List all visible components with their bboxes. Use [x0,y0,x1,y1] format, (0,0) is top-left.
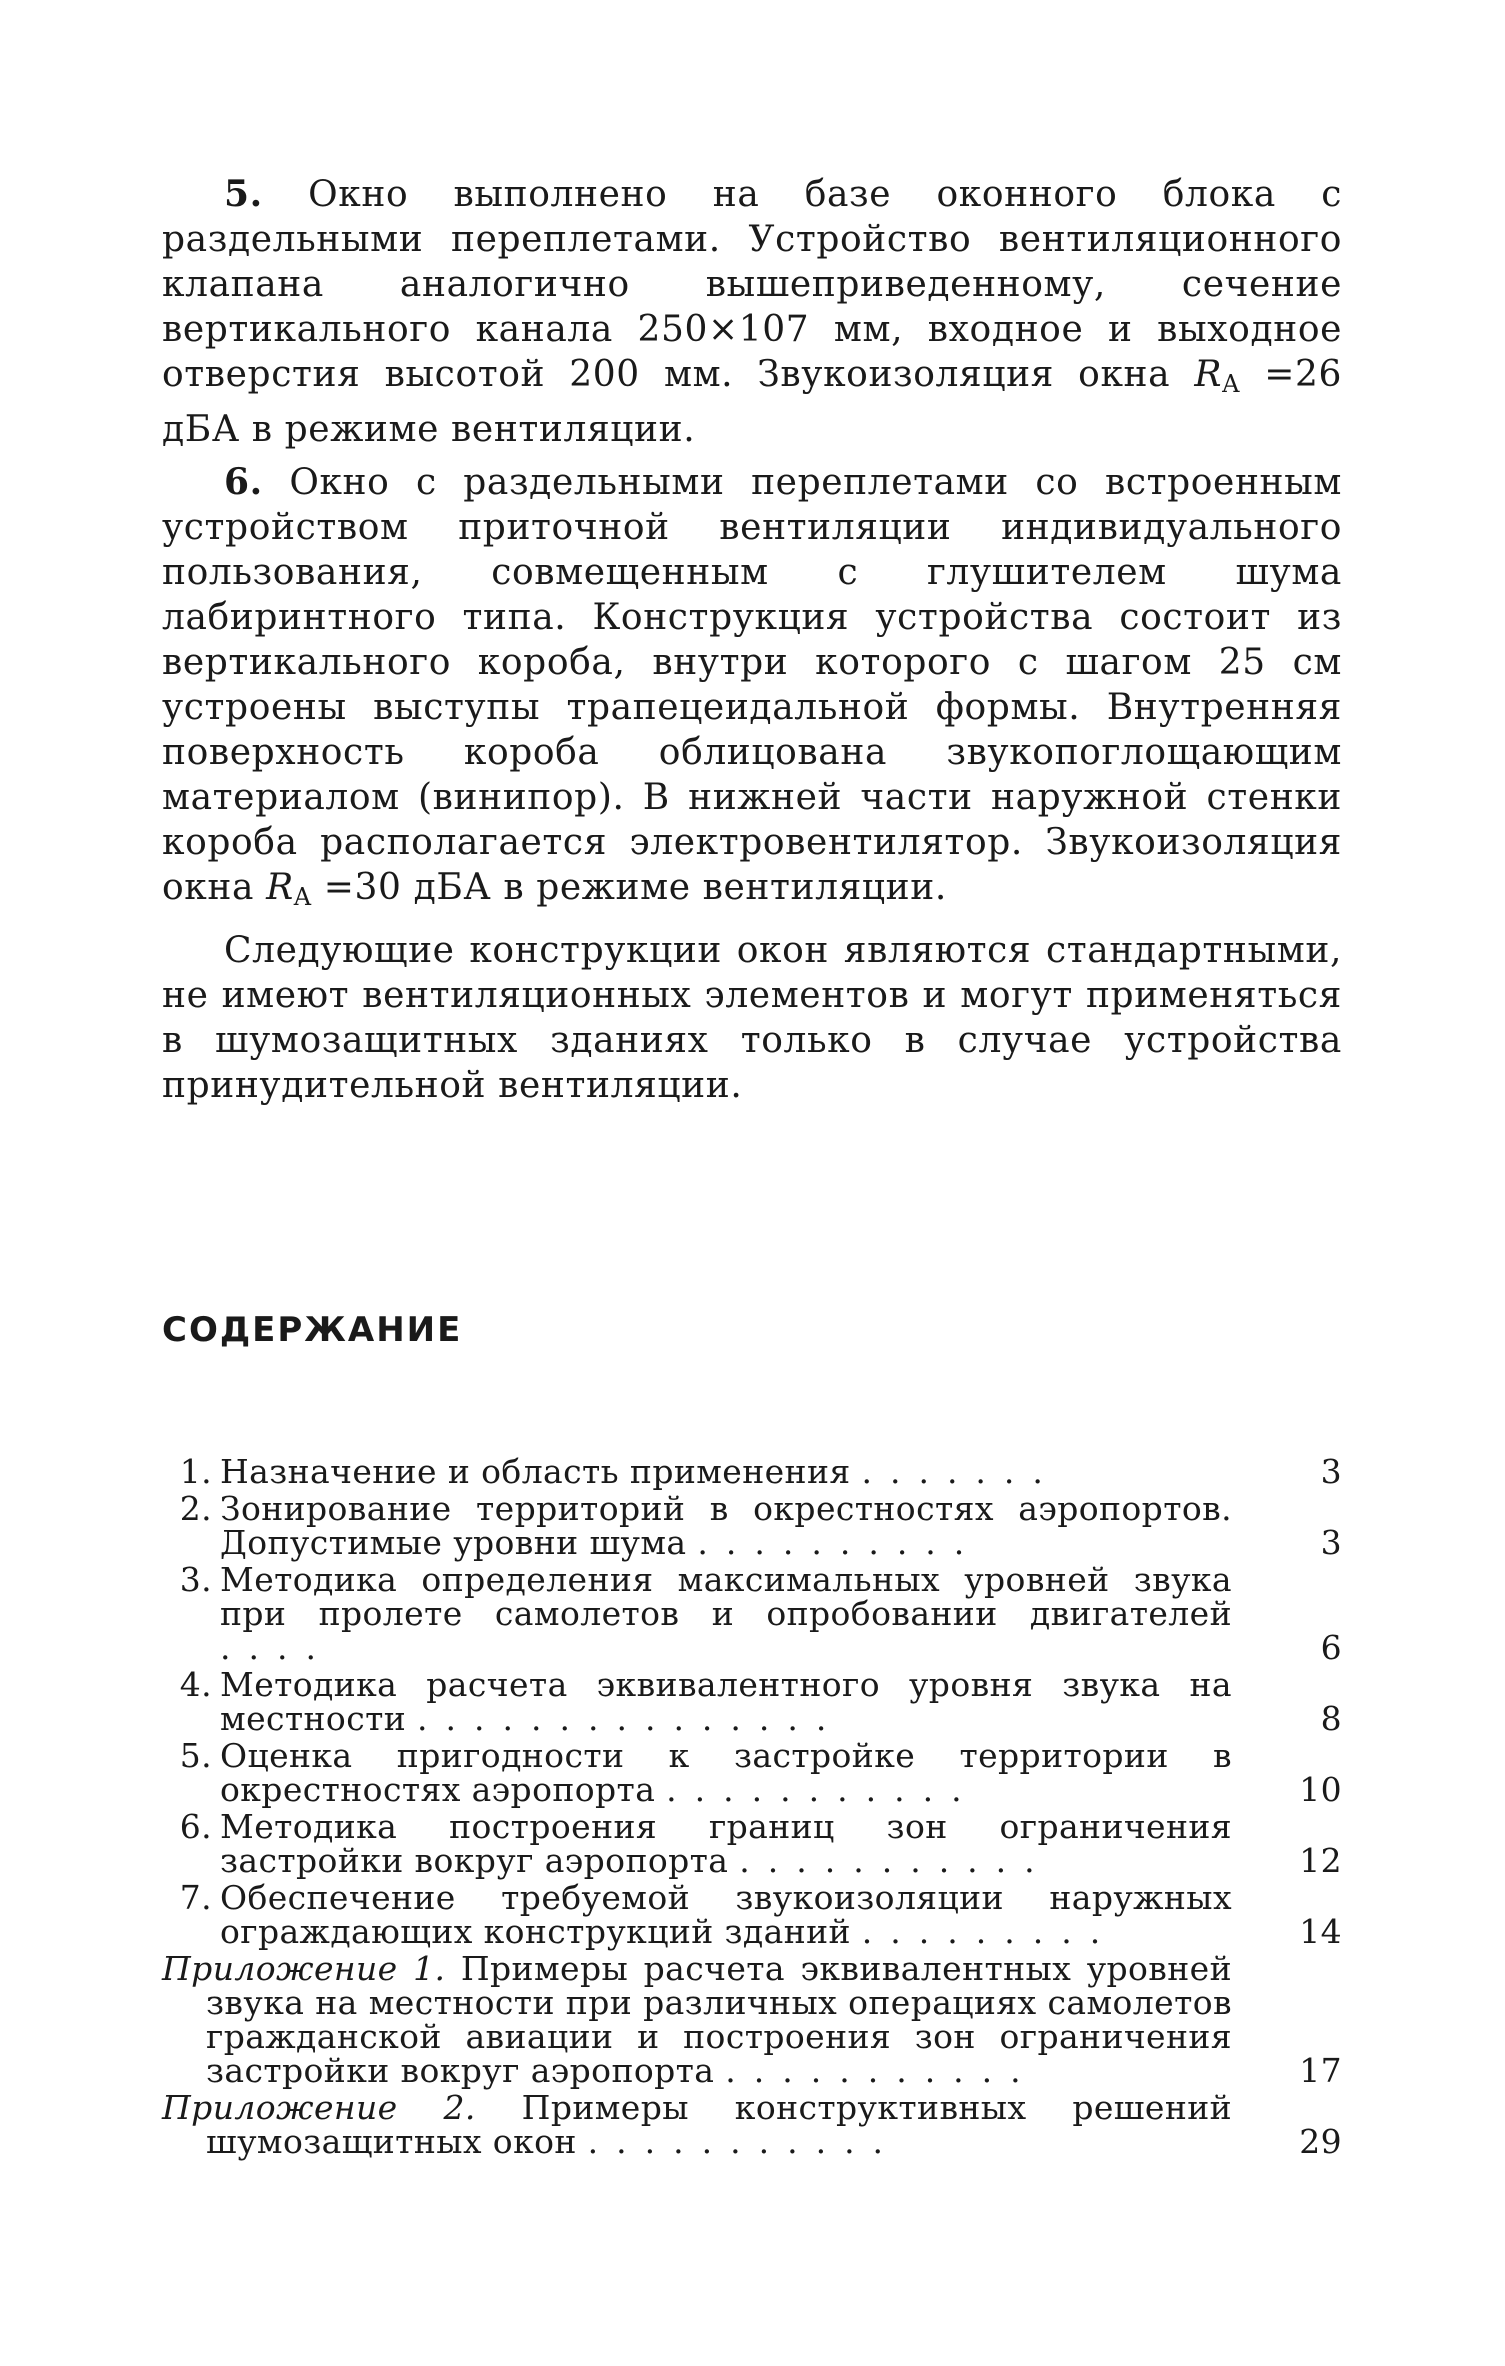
toc-appendix-prefix: Приложение 1. [162,1949,446,1988]
paragraph-5 [162,172,1342,452]
table-of-contents [162,1452,1342,2162]
paragraph-text: Окно выполнено на базе оконного блока с раздельными переплетами. Устройство вентиляционного клапана аналогично вышеприведенному, сечение вертикального канала 250×107 мм, входное и выходное отверстия высотой 200 мм. Звукоизоляция окна [162,174,1342,395]
paragraph-text: Окно с раздельными переплетами со встроенным устройством приточной вентиляции индивидуального пользования, совмещенным с глушителем шума лабиринтного типа. Конструкция устройства состоит из вертикального короба, внутри которого с шагом 25 см устроены выступы трапецеидальной формы. Внутренняя поверхность короба облицована звукопоглощающим материалом (винипор). В нижней части наружной стенки короба располагается электровентилятор. Звукоизоляция окна [162,462,1342,908]
formula-symbol: R [1194,354,1223,395]
toc-leader-dots: ........... [587,2122,902,2161]
toc-item[interactable] [162,1452,1342,1491]
toc-item-number: 2. [179,1489,212,1528]
toc-item[interactable] [162,1878,1342,1951]
toc-item-number: 5. [179,1736,212,1775]
paragraph-6 [162,460,1342,920]
toc-item-text: Примеры конструктивных решений шумозащитных окон [206,2088,1233,2161]
formula-value: =26 дБА в режиме вентиляции. [162,354,1343,450]
toc-leader-dots: .......... [697,1523,983,1562]
toc-page-number: 14 [1299,1912,1342,1951]
paragraph-number: 5. [224,173,263,215]
toc-item-number: 3. [179,1560,212,1599]
toc-page-number: 10 [1299,1770,1342,1809]
toc-leader-dots: ........... [666,1770,980,1809]
toc-item-text: Методика расчета эквивалентного уровня звука на местности [220,1665,1232,1738]
toc-item-text: Зонирование территорий в окрестностях аэропортов. Допустимые уровни шума [220,1489,1232,1562]
toc-leader-dots: ............... [417,1699,845,1738]
toc-item-number: 4. [179,1665,212,1704]
toc-item[interactable] [162,1560,1342,1667]
toc-page-number: 12 [1299,1841,1342,1880]
paragraph-7 [162,928,1342,1108]
toc-item-text: Методика определения максимальных уровней звука при пролете самолетов и опробовании двигателей [220,1560,1232,1633]
formula-subscript: A [293,883,312,911]
toc-item[interactable] [162,1736,1342,1809]
toc-item-number: 7. [179,1878,212,1917]
paragraph-text: Следующие конструкции окон являются стандартными, не имеют вентиляционных элементов и могут применяться в шумозащитных зданиях только в случае устройства принудительной вентиляции. [162,930,1342,1106]
toc-page-number: 8 [1320,1699,1342,1738]
toc-page-number: 17 [1299,2051,1342,2090]
toc-page-number: 29 [1299,2122,1342,2161]
toc-appendix-prefix: Приложение 2. [162,2088,476,2127]
toc-leader-dots: ....... [861,1452,1061,1491]
toc-item-text: Обеспечение требуемой звукоизоляции наружных ограждающих конструкций зданий [220,1878,1232,1951]
toc-page-number: 3 [1320,1452,1342,1491]
toc-page-number: 6 [1320,1628,1342,1667]
toc-item-text: Оценка пригодности к застройке территории в окрестностях аэропорта [220,1736,1232,1809]
body-text [162,172,1342,1116]
toc-item-number: 6. [179,1807,212,1846]
formula-value: =30 дБА в режиме вентиляции. [323,867,947,908]
paragraph-number: 6. [224,461,263,503]
toc-item-text: Назначение и область применения [220,1452,851,1491]
toc-item[interactable] [162,1807,1342,1880]
toc-item[interactable] [162,1489,1342,1562]
toc-item-text: Методика построения границ зон ограничения застройки вокруг аэропорта [220,1807,1232,1880]
toc-item-appendix-2[interactable] [162,2088,1342,2161]
toc-title: СОДЕРЖАНИЕ [162,1310,463,1350]
toc-page-number: 3 [1320,1523,1342,1562]
toc-leader-dots: ......... [861,1912,1119,1951]
toc-item-text: Примеры расчета эквивалентных уровней звука на местности при различных операциях самолетов гражданской авиации и построения зон ограничения застройки вокруг аэропорта [206,1949,1232,2090]
toc-item-number: 1. [179,1452,212,1491]
formula-symbol: R [266,867,294,908]
toc-leader-dots: ........... [739,1841,1053,1880]
toc-leader-dots: .... [220,1628,334,1667]
formula-subscript: A [1222,370,1241,398]
toc-leader-dots: ........... [725,2051,1039,2090]
toc-item-appendix-1[interactable] [162,1949,1342,2090]
toc-item[interactable] [162,1665,1342,1738]
